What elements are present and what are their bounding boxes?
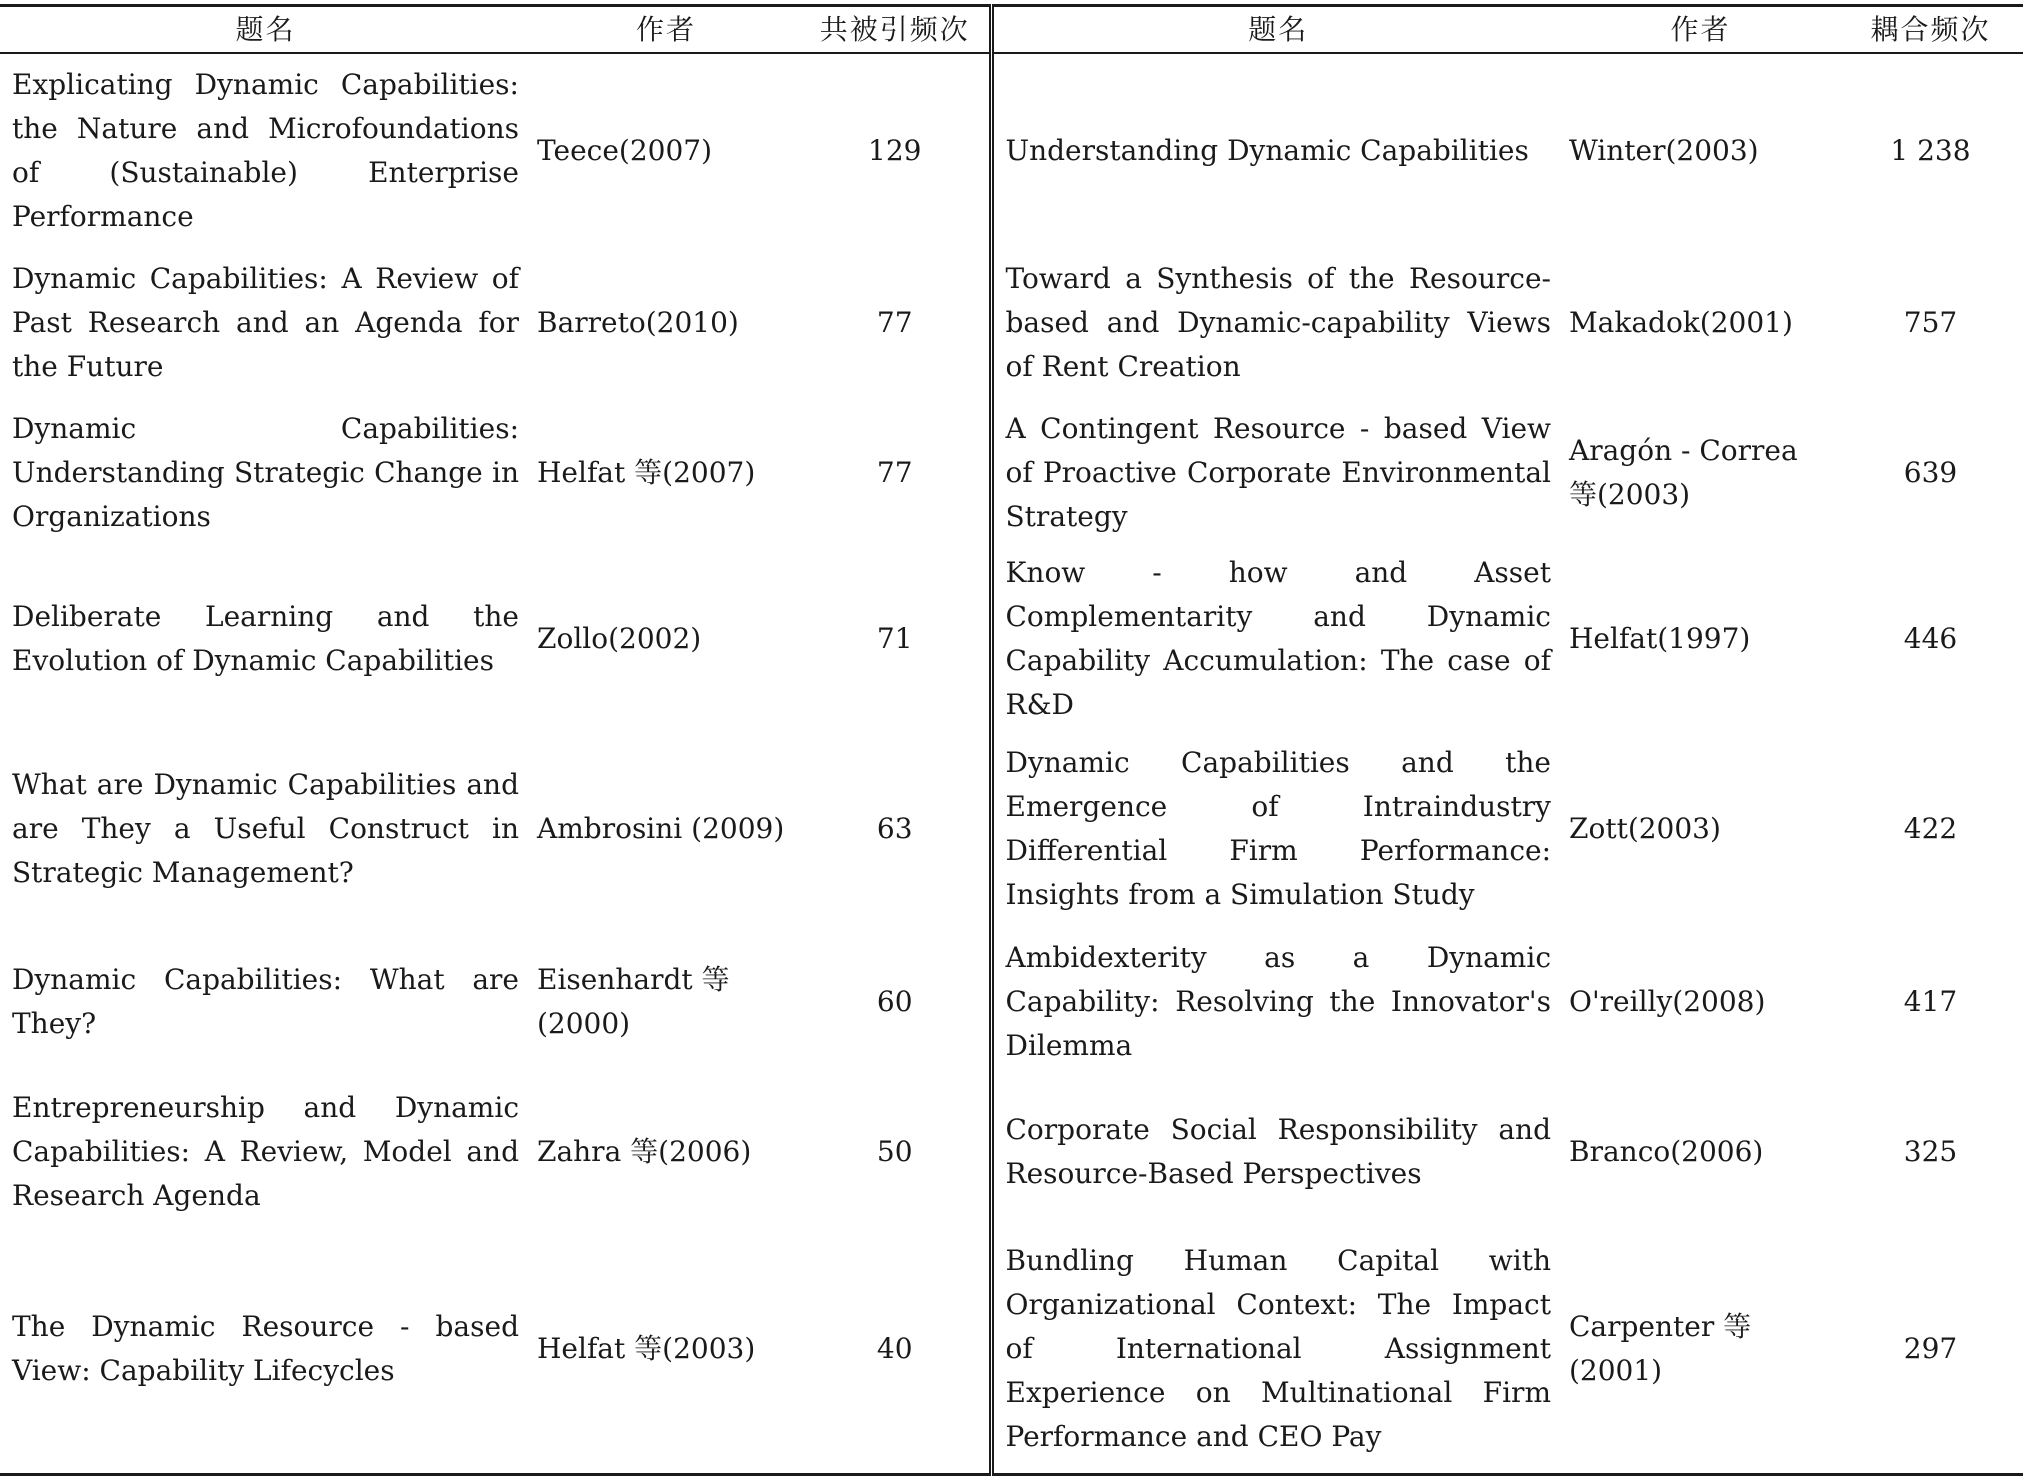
right-author-cell: Branco(2006): [1569, 1135, 1764, 1168]
left-author-cell: Teece(2007): [537, 133, 712, 167]
left-title-cell: The Dynamic Resource - based View: Capability Lifecycles: [12, 1310, 519, 1388]
right-count-cell: 639: [1903, 456, 1958, 489]
left-count-cell: 63: [876, 811, 913, 845]
table-row: [0, 53, 2023, 247]
left-count-cell: 77: [876, 456, 913, 489]
left-title-cell: Entrepreneurship and Dynamic Capabilities: A Review, Model and Research Agenda: [12, 1091, 519, 1212]
right-title-cell: Dynamic Capabilities and the Emergence of Intraindustry Differential Firm Performance: Insights from a Simulation Study: [991, 731, 1563, 926]
left-count-cell: 77: [876, 306, 913, 339]
left-author-cell: Ambrosini (2009): [537, 811, 785, 845]
right-title-cell: A Contingent Resource - based View of Proactive Corporate Environmental Strategy: [991, 399, 1563, 547]
right-count-cell: 417: [1903, 985, 1958, 1018]
right-count-cell: 422: [1903, 811, 1958, 845]
left-author-cell: Zollo(2002): [537, 622, 702, 655]
left-count-cell: 129: [868, 133, 922, 167]
left-author-cell: Helfat 等(2003): [537, 1332, 756, 1366]
table-row: [0, 926, 2023, 1078]
right-title-cell: Understanding Dynamic Capabilities: [991, 53, 1563, 247]
header-left-author: 作者: [635, 12, 696, 46]
left-count-cell: 60: [876, 985, 913, 1018]
left-title-cell: Dynamic Capabilities: Understanding Strategic Change in Organizations: [12, 412, 519, 533]
right-title-cell: Ambidexterity as a Dynamic Capability: Resolving the Innovator's Dilemma: [991, 926, 1563, 1078]
right-count-cell: 757: [1903, 306, 1958, 339]
right-author-cell: Helfat(1997): [1569, 622, 1751, 655]
right-author-cell: Makadok(2001): [1569, 306, 1793, 339]
right-title-cell: Corporate Social Responsibility and Resource-Based Perspectives: [991, 1078, 1563, 1226]
left-count-cell: 40: [876, 1332, 913, 1366]
table-header-row: [0, 6, 2023, 54]
left-author-cell: Zahra 等(2006): [537, 1135, 752, 1168]
left-count-cell: 50: [876, 1135, 913, 1168]
right-count-cell: 1 238: [1890, 133, 1971, 167]
header-left-count: 共被引频次: [819, 12, 970, 46]
table-row: [0, 1226, 2023, 1474]
table-row: [0, 731, 2023, 926]
table-row: [0, 547, 2023, 731]
right-title-cell: Toward a Synthesis of the Resource-based and Dynamic-capability Views of Rent Creation: [991, 247, 1563, 399]
right-title-cell: Know - how and Asset Complementarity and Dynamic Capability Accumulation: The case of R&D: [991, 547, 1563, 731]
right-count-cell: 325: [1903, 1135, 1958, 1168]
left-title-cell: Deliberate Learning and the Evolution of Dynamic Capabilities: [12, 600, 519, 677]
right-author-cell: Winter(2003): [1569, 133, 1759, 167]
left-author-cell: Barreto(2010): [537, 306, 739, 339]
left-author-cell: Eisenhardt 等 (2000): [537, 963, 730, 1040]
right-author-cell: O'reilly(2008): [1569, 985, 1766, 1018]
left-title-cell: Explicating Dynamic Capabilities: the Nature and Microfoundations of (Sustainable) Enterprise Performance: [12, 67, 519, 233]
left-title-cell: Dynamic Capabilities: What are They?: [12, 963, 519, 1040]
header-right-count: 耦合频次: [1870, 12, 1991, 46]
left-count-cell: 71: [876, 622, 913, 655]
left-title-cell: Dynamic Capabilities: A Review of Past Research and an Agenda for the Future: [12, 262, 519, 383]
citation-comparison-table: [0, 4, 2023, 1476]
right-author-cell: Carpenter 等 (2001): [1569, 1310, 1752, 1388]
left-author-cell: Helfat 等(2007): [537, 456, 756, 489]
table-row: [0, 247, 2023, 399]
left-title-cell: What are Dynamic Capabilities and are They a Useful Construct in Strategic Management?: [12, 767, 519, 889]
right-author-cell: Zott(2003): [1569, 811, 1721, 845]
right-title-cell: Bundling Human Capital with Organizational Context: The Impact of International Assignment Experience on Multinational Firm Performance and CEO Pay: [991, 1226, 1563, 1474]
table-row: [0, 1078, 2023, 1226]
header-left-title: 题名: [235, 12, 296, 46]
header-right-author: 作者: [1670, 12, 1731, 46]
table-row: [0, 399, 2023, 547]
header-right-title: 题名: [991, 6, 1563, 54]
right-count-cell: 446: [1903, 622, 1958, 655]
right-author-cell: Aragón - Correa 等(2003): [1569, 434, 1798, 511]
right-count-cell: 297: [1903, 1332, 1958, 1366]
